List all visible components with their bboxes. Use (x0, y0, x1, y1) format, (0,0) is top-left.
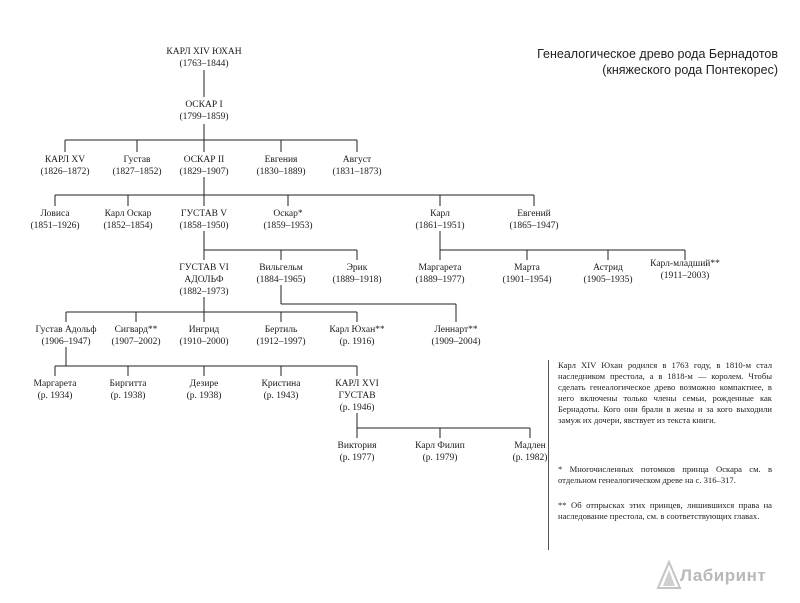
person-marta (502, 262, 551, 286)
person-karl-xv (40, 154, 89, 178)
person-name: ОСКАР II (183, 155, 225, 165)
person-gustav-v (179, 208, 228, 232)
person-name: Леннарт** (434, 325, 478, 335)
person-name: ГУСТАВ VI (179, 263, 229, 273)
person-dates: (1882–1973) (179, 287, 229, 297)
person-name: ОСКАР I (185, 100, 223, 110)
person-name: КАРЛ XV (44, 155, 86, 165)
person-dates: (1884–1965) (256, 275, 306, 285)
person-dates: (р. 1934) (37, 391, 73, 401)
person-name: Биргитта (109, 379, 147, 389)
person-dates: (1858–1950) (179, 221, 229, 231)
person-karl-filip (415, 440, 465, 464)
person-margareta-1934 (34, 378, 77, 402)
person-dates: (р. 1979) (422, 453, 458, 463)
person-name: Карл Филип (415, 441, 465, 451)
person-dates: (р. 1916) (339, 337, 375, 347)
labirint-logo-icon (656, 560, 682, 590)
person-karl-yuhan (329, 324, 384, 348)
person-name: Карл Юхан** (329, 325, 385, 335)
person-avgust (332, 154, 381, 178)
person-dates: (1889–1918) (332, 275, 382, 285)
person-lennart (431, 324, 480, 348)
person-dates: (1826–1872) (40, 167, 90, 177)
person-dates: (1865–1947) (509, 221, 559, 231)
person-name: Евгений (517, 209, 551, 219)
person-dates: (1829–1907) (179, 167, 229, 177)
person-dates: (р. 1943) (263, 391, 299, 401)
person-name: КАРЛ XVI (335, 379, 379, 389)
person-bertil (256, 324, 305, 348)
person-name: Марта (514, 263, 540, 273)
person-name: Карл (430, 209, 450, 219)
person-oskar-ii (179, 154, 228, 178)
person-name: Дезире (189, 379, 219, 389)
person-name-line-2: ГУСТАВ (338, 391, 376, 401)
person-lovisa (30, 208, 79, 232)
person-erik (332, 262, 381, 286)
person-name: Мадлен (514, 441, 546, 451)
person-name: Ингрид (188, 325, 220, 335)
person-name: Астрид (593, 263, 623, 273)
title-line-1: Генеалогическое древо рода Бернадотов (537, 47, 778, 61)
person-gustav (112, 154, 161, 178)
person-name: Кристина (261, 379, 301, 389)
person-name: Евгения (264, 155, 298, 165)
person-madlen (513, 440, 548, 464)
person-karl (415, 208, 464, 232)
person-name: Маргарета (418, 263, 462, 273)
person-dates: (1831–1873) (332, 167, 382, 177)
person-birgitta (110, 378, 147, 402)
person-dates: (1907–2002) (111, 337, 161, 347)
note-single-star: * Многочисленных потомков принца Оскара см. в отдельном генеалогическом древе на с. 316–317. (558, 464, 772, 485)
person-dates: (1905–1935) (583, 275, 633, 285)
person-dates: (1852–1854) (103, 221, 153, 231)
person-name: Оскар* (273, 209, 303, 219)
person-name: Сигвард** (114, 325, 158, 335)
person-dates: (1827–1852) (112, 167, 162, 177)
person-dates: (1906–1947) (41, 337, 91, 347)
person-dates: (1830–1889) (256, 167, 306, 177)
person-dates: (1799–1859) (179, 112, 229, 122)
title-line-2: (княжеского рода Понтекорес) (602, 63, 778, 77)
person-name: Эрик (346, 263, 368, 273)
note-double-star: ** Об отпрысках этих принцев, лишившихся права на наследование престола, см. в соответствующих главах. (558, 500, 772, 521)
person-karl-xiv-yuhan (166, 46, 241, 70)
person-name: Маргарета (33, 379, 77, 389)
watermark-text: Лабиринт (680, 566, 767, 585)
person-dates: (р. 1982) (512, 453, 548, 463)
person-margareta-1889 (415, 262, 464, 286)
person-dates: (р. 1938) (186, 391, 222, 401)
person-dates: (р. 1938) (110, 391, 146, 401)
person-dates: (1861–1951) (415, 221, 465, 231)
person-kristina (262, 378, 301, 402)
person-viktoria (338, 440, 377, 464)
person-dates: (1909–2004) (431, 337, 481, 347)
person-name: Виктория (337, 441, 377, 451)
person-dates: (1859–1953) (263, 221, 313, 231)
person-gustav-adolf (36, 324, 97, 348)
person-astrid (583, 262, 632, 286)
person-name: ГУСТАВ V (180, 209, 228, 219)
person-karl-mladshiy (650, 258, 720, 282)
person-name: Вильгельм (259, 263, 303, 273)
person-dates: (1911–2003) (660, 271, 710, 281)
person-dates: (р. 1946) (339, 403, 375, 413)
diagram-title (448, 46, 778, 78)
person-dates: (1851–1926) (30, 221, 80, 231)
person-name-line-2: АДОЛЬФ (184, 275, 224, 285)
person-oskar (263, 208, 312, 232)
person-vilgelm (256, 262, 305, 286)
person-evgenia (256, 154, 305, 178)
person-dates: (1912–1997) (256, 337, 306, 347)
person-name: Ловиса (40, 209, 70, 219)
person-dezire (187, 378, 222, 402)
person-sigvard (111, 324, 160, 348)
person-name: Густав (123, 155, 151, 165)
person-dates: (1763–1844) (179, 59, 229, 69)
person-karl-oskar (103, 208, 152, 232)
person-name: КАРЛ XIV ЮХАН (166, 47, 242, 57)
person-dates: (1889–1977) (415, 275, 465, 285)
person-name: Карл-младший** (650, 259, 720, 269)
person-gustav-vi-adolf (179, 262, 228, 298)
person-oskar-i (179, 99, 228, 123)
person-ingrid (179, 324, 228, 348)
person-dates: (р. 1977) (339, 453, 375, 463)
person-karl-xvi-gustav (335, 378, 378, 414)
person-dates: (1910–2000) (179, 337, 229, 347)
person-evgeniy (509, 208, 558, 232)
person-dates: (1901–1954) (502, 275, 552, 285)
person-name: Карл Оскар (104, 209, 152, 219)
person-name: Бертиль (264, 325, 298, 335)
person-name: Густав Адольф (35, 325, 97, 335)
note-main: Карл XIV Юхан родился в 1763 году, в 1810-м стал наследником престола, а в 1818-м — королем. Чтобы сделать генеалогическое древо возможно компактнее, в него включены только члены семьи, рожденные как Бернадоты. Кого они брали в жены и за кого выходили замуж их дочери, явствует из текста книги. (558, 360, 772, 425)
person-name: Август (342, 155, 372, 165)
